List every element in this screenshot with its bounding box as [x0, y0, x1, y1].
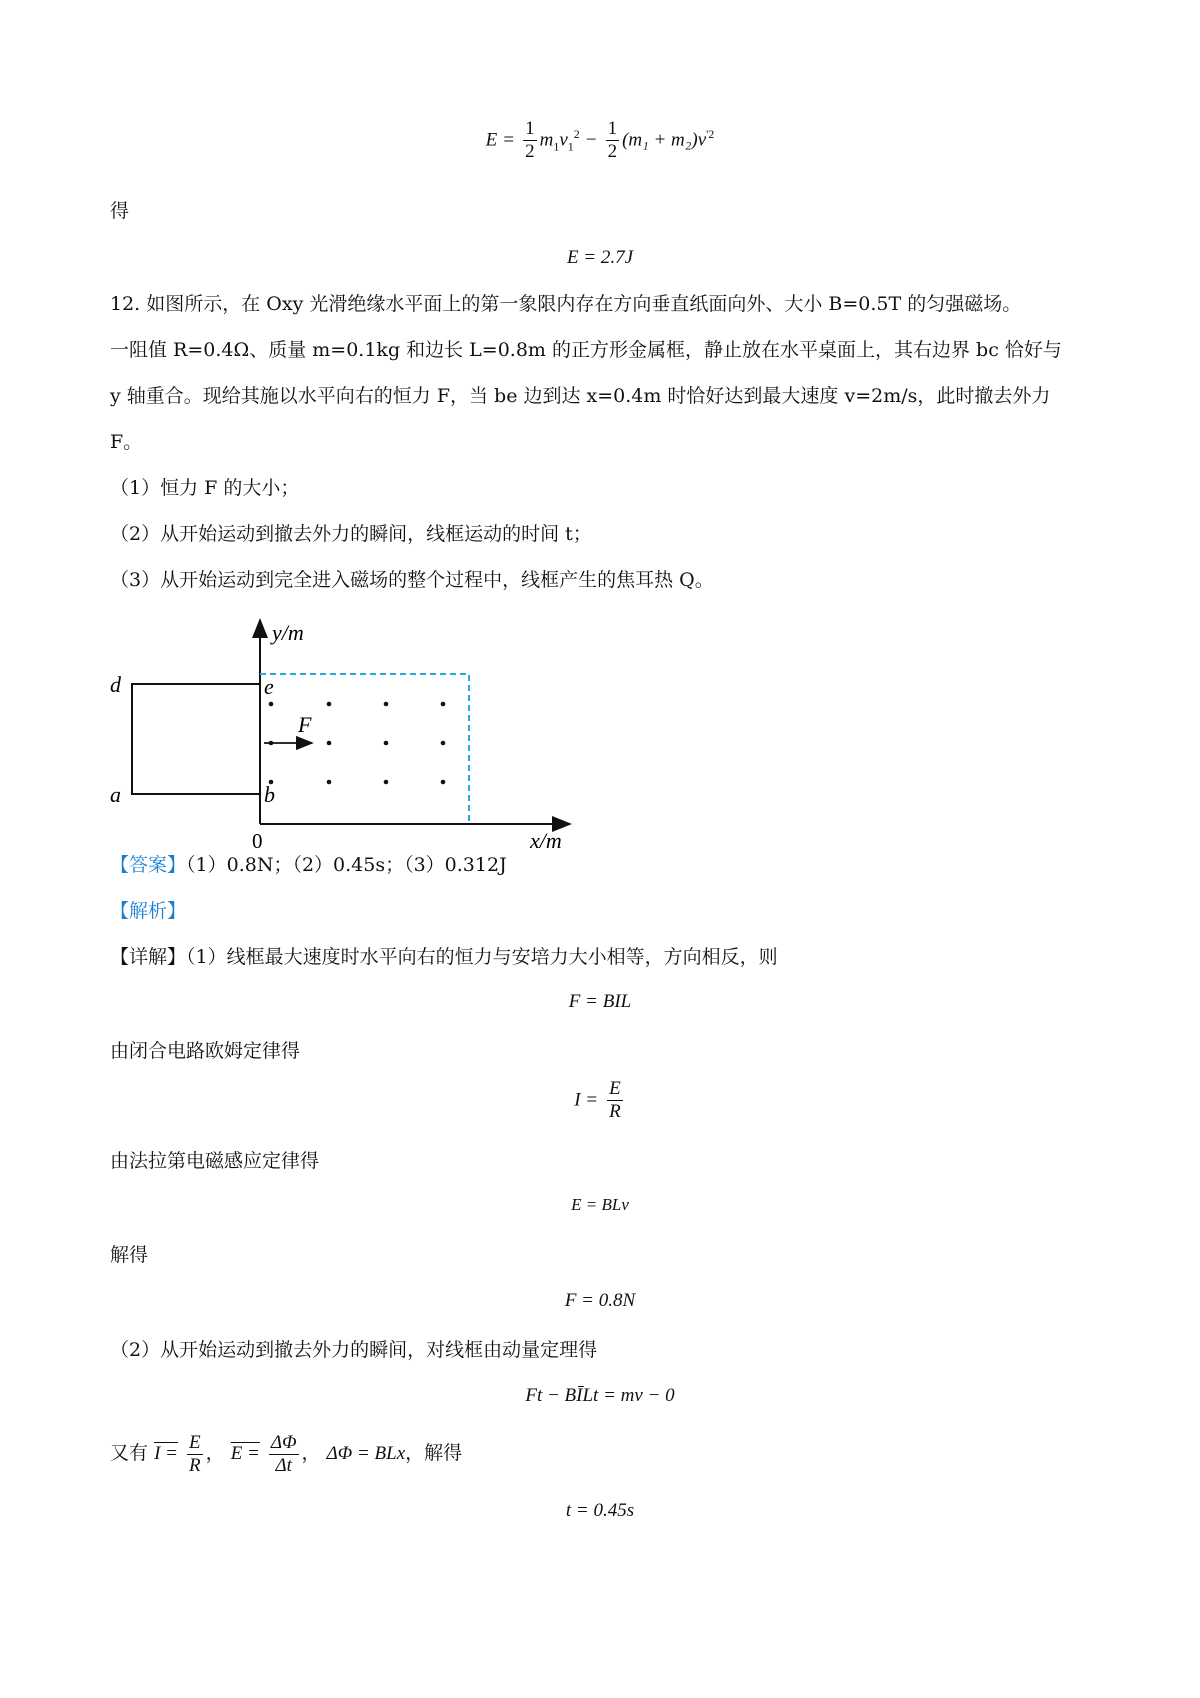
frac-num: 1: [525, 118, 535, 139]
comma: ，: [301, 1442, 321, 1464]
problem-text: 如图所示，在 Oxy 光滑绝缘水平面上的第一象限内存在方向垂直纸面向外、大小 B=0.5T 的匀强磁场。: [146, 293, 1022, 315]
eq-symbol: −: [585, 129, 597, 151]
label-e: e: [264, 674, 274, 699]
eq-symbol: =: [503, 129, 515, 151]
fraction: [606, 118, 620, 163]
sub-question-2: （2）从开始运动到撤去外力的瞬间，线框运动的时间 t；: [110, 523, 592, 545]
eq-sub: 1: [553, 139, 560, 154]
text-you: 又有: [110, 1442, 149, 1464]
faraday-text: 由法拉第电磁感应定律得: [110, 1150, 320, 1172]
problem-line-1: [110, 291, 1021, 317]
magnetic-field-figure: [100, 612, 580, 852]
energy-result: E = 2.7J: [566, 247, 634, 268]
energy-equation: [0, 118, 1200, 163]
x-axis-label: x/m: [530, 828, 562, 852]
frac-num: 1: [607, 118, 618, 139]
eq-symbol: I =: [154, 1443, 178, 1464]
frac-den: Δt: [275, 1454, 292, 1476]
answer-text: （1）0.8N；（2）0.45s；（3）0.312J: [186, 854, 507, 876]
metal-frame: [132, 684, 260, 794]
label-F: F: [298, 712, 312, 737]
eq-t-result: t = 0.45s: [565, 1500, 635, 1521]
comma: ，: [205, 1442, 225, 1464]
eq-symbol: I =: [574, 1089, 599, 1111]
eq-symbol: E: [485, 129, 498, 151]
part2-text: （2）从开始运动到撤去外力的瞬间，对线框由动量定理得: [110, 1339, 598, 1361]
eq-symbol: v: [559, 129, 568, 151]
eq-symbol: (m₁ + m₂)v: [622, 129, 707, 151]
jie-de-text: 解得: [110, 1244, 149, 1266]
eq-symbol: E =: [230, 1443, 260, 1464]
frac-den: R: [189, 1454, 201, 1476]
eq-symbol: m: [539, 129, 554, 151]
sub-question-1: （1）恒力 F 的大小；: [110, 477, 300, 499]
eq-sup: '2: [706, 127, 715, 142]
fraction: [607, 1078, 623, 1123]
problem-line-4: F。: [110, 431, 143, 453]
analysis-tag: 【解析】: [110, 900, 187, 922]
eq-dphi: ΔΦ = BLx: [326, 1443, 406, 1464]
eq-F-result: F = 0.8N: [564, 1290, 636, 1311]
frac-num: ΔΦ: [270, 1431, 297, 1453]
frac-num: E: [609, 1078, 621, 1099]
label-d: d: [110, 672, 121, 697]
question-number: 12.: [110, 293, 141, 315]
origin-label: 0: [252, 829, 263, 852]
frac-den: 2: [607, 141, 618, 162]
problem-line-2: 一阻值 R=0.4Ω、质量 m=0.1kg 和边长 L=0.8m 的正方形金属框，静止放在水平桌面上，其右边界 bc 恰好与: [110, 339, 1062, 361]
frac-den: 2: [525, 141, 535, 162]
label-b: b: [264, 782, 275, 807]
problem-line-3: y 轴重合。现给其施以水平向右的恒力 F，当 be 边到达 x=0.4m 时恰好达到最大速度 v=2m/s，此时撤去外力: [110, 385, 1051, 407]
eq-momentum: Ft − BĪLt = mv − 0: [525, 1385, 675, 1406]
label-a: a: [110, 782, 121, 807]
eq-F-BIL: F = BIL: [568, 991, 632, 1012]
fraction: [269, 1432, 299, 1477]
relations-line: [110, 1428, 462, 1479]
sub-question-3: （3）从开始运动到完全进入磁场的整个过程中，线框产生的焦耳热 Q。: [110, 569, 714, 591]
field-boundary: [260, 674, 469, 824]
eq-E-BLv: E = BLv: [571, 1195, 629, 1214]
frac-den: R: [609, 1101, 621, 1122]
eq-I-ER: [0, 1078, 1200, 1123]
detail-line: [110, 944, 778, 970]
ohm-text: 由闭合电路欧姆定律得: [110, 1040, 301, 1062]
y-axis-label: y/m: [272, 620, 304, 645]
text-jie-de: ，解得: [405, 1442, 463, 1464]
fraction: [187, 1432, 203, 1477]
text-de: 得: [110, 200, 130, 222]
eq-sup: 2: [573, 127, 580, 142]
eq-sub: 1: [567, 139, 574, 154]
frac-num: E: [189, 1431, 201, 1453]
detail-text: （1）线框最大速度时水平向右的恒力与安培力大小相等，方向相反，则: [186, 946, 778, 968]
answer-line: [110, 852, 507, 878]
answer-tag: 【答案】: [110, 854, 187, 876]
detail-tag: 【详解】: [110, 946, 187, 968]
fraction: [523, 118, 537, 163]
